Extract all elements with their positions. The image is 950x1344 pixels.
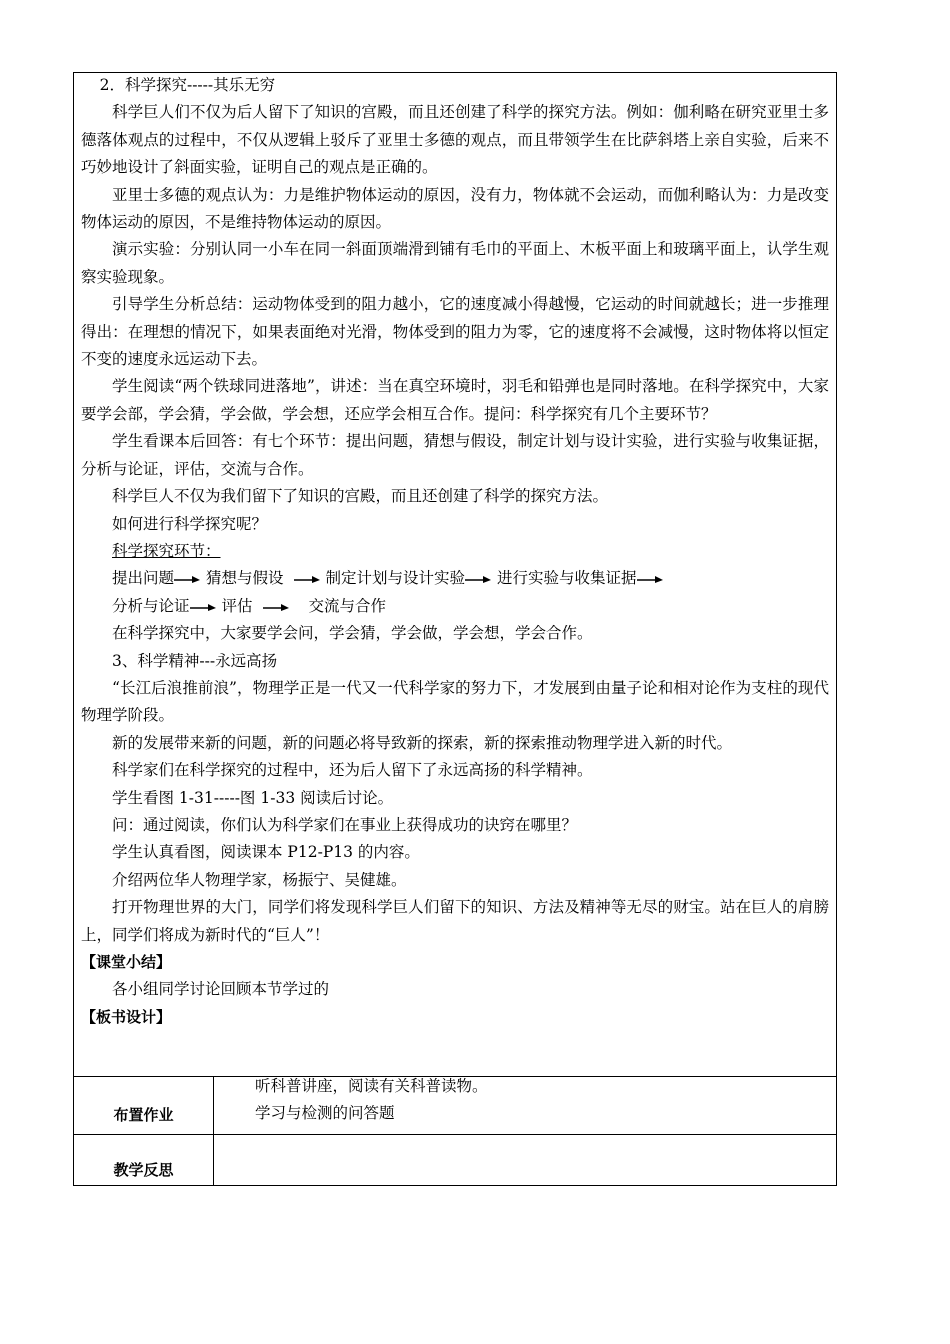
lesson-content [81,72,829,1031]
section-3-title: 3、科学精神---永远高扬 [112,651,278,670]
steps-title-text: 科学探究环节： [112,541,221,560]
paragraph-17: 打开物理世界的大门，同学们将发现科学巨人们留下的知识、方法及精神等无尽的财宝。站在巨人的肩膀上，同学们将成为新时代的“巨人”！ [81,898,829,944]
paragraph-15: 学生认真看图，阅读课本 P12-P13 的内容。 [112,843,420,862]
paragraph-2: 亚里士多德的观点认为：力是维护物体运动的原因，没有力，物体就不会运动，而伽利略认为：力是改变物体运动的原因，不是维持物体运动的原因。 [81,185,829,232]
step-item: 制定计划与设计实验 [325,569,466,588]
step-item: 交流与合作 [308,596,387,615]
homework-label: 布置作业 [113,1106,174,1124]
step-item: 猜想与假设 [206,569,284,588]
step-item: 分析与论证 [112,596,190,615]
arrow-right-icon [465,574,491,584]
homework-line-1: 听科普讲座，阅读有关科普读物。 [255,1077,488,1095]
step-item: 提出问题 [112,569,175,588]
step-item: 进行实验与收集证据 [497,569,637,588]
paragraph-8: 如何进行科学探究呢？ [112,514,268,533]
step-item: 评估 [221,596,253,615]
paragraph-9: 在科学探究中，大家要学会问，学会猜，学会做，学会想，学会合作。 [112,624,593,643]
reflection-label: 教学反思 [113,1161,174,1179]
paragraph-4: 引导学生分析总结：运动物体受到的阻力越小，它的速度减小得越慢，它运动的时间就越长；进一步推理得出：在理想的情况下，如果表面绝对光滑，物体受到的阻力为零，它的速度将不会减慢，这时物体将以恒定不变的速度永远运动下去。 [81,295,829,369]
board-design-heading: 【板书设计】 [81,1007,172,1026]
paragraph-11: 新的发展带来新的问题，新的问题必将导致新的探索，新的探索推动物理学进入新的时代。 [112,733,733,752]
paragraph-7: 科学巨人不仅为我们留下了知识的宫殿，而且还创建了科学的探究方法。 [112,487,609,506]
steps-flow-row-2 [81,593,829,620]
arrow-right-icon [637,574,663,584]
paragraph-12: 科学家们在科学探究的过程中，还为后人留下了永远高扬的科学精神。 [112,761,593,780]
paragraph-10: “长江后浪推前浪”，物理学正是一代又一代科学家的努力下，才发展到由量子论和相对论作为支柱的现代物理学阶段。 [81,678,829,725]
steps-title [81,538,829,565]
arrow-right-icon [294,574,320,584]
arrow-right-icon [263,602,289,612]
table-divider-middle [73,1134,837,1135]
summary-text: 各小组同学讨论回顾本节学过的 [112,980,330,999]
paragraph-3: 演示实验：分别认同一小车在同一斜面顶端滑到铺有毛巾的平面上、木板平面上和玻璃平面上，认学生观察实验现象。 [81,240,829,286]
paragraph-1: 科学巨人们不仅为后人留下了知识的宫殿，而且还创建了科学的探究方法。例如：伽利略在研究亚里士多德落体观点的过程中，不仅从逻辑上驳斥了亚里士多德的观点，而且带领学生在比萨斜塔上亲自实验，后来不巧妙地设计了斜面实验，证明自己的观点是正确的。 [81,103,829,177]
summary-heading: 【课堂小结】 [81,953,172,971]
section-2-title: 2．科学探究-----其乐无穷 [99,76,276,94]
paragraph-5: 学生阅读“两个铁球同进落地”，讲述：当在真空环境时，羽毛和铅弹也是同时落地。在科学探究中，大家要学会部，学会猜，学会做，学会想，还应学会相互合作。提问：科学探究有几个主要环节？ [81,377,829,423]
arrow-right-icon [174,574,200,584]
paragraph-6: 学生看课本后回答：有七个环节：提出问题，猜想与假设，制定计划与设计实验，进行实验与收集证据，分析与论证，评估，交流与合作。 [81,432,829,478]
arrow-right-icon [190,602,216,612]
paragraph-14: 问：通过阅读，你们认为科学家们在事业上获得成功的诀窍在哪里？ [112,815,578,834]
paragraph-16: 介绍两位华人物理学家，杨振宁、吴健雄。 [112,870,407,889]
table-column-divider [213,1076,214,1186]
paragraph-13: 学生看图 1-31-----图 1-33 阅读后讨论。 [112,788,394,807]
steps-flow-row-1 [81,565,829,592]
homework-line-2: 学习与检测的问答题 [255,1104,395,1122]
